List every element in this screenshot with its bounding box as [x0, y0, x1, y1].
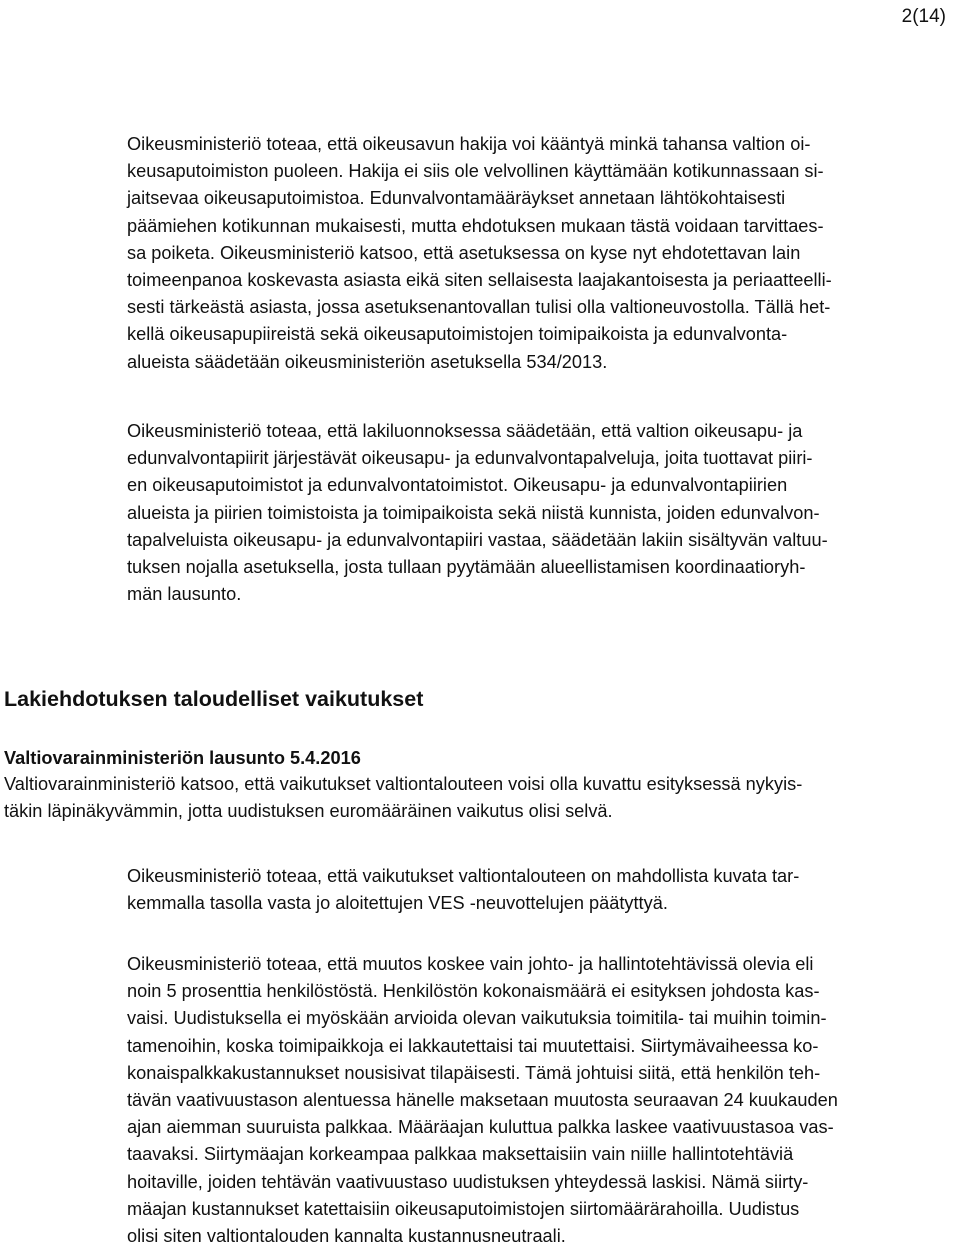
text-line: hoitaville, joiden tehtävän vaativuustaso uudistuksen yhteydessä laskisi. Nämä siirty-: [127, 1171, 809, 1192]
text-line: alueista säädetään oikeusministeriön asetuksella 534/2013.: [127, 351, 608, 372]
text-line: tamenoihin, koska toimipaikkoja ei lakkautettaisi tai muutettaisi. Siirtymävaiheessa ko-: [127, 1035, 819, 1056]
paragraph-4: [127, 863, 799, 917]
text-line: en oikeusaputoimistot ja edunvalvontatoimistot. Oikeusapu- ja edunvalvontapiirien: [127, 475, 788, 496]
text-line: sesti tärkeästä asiasta, jossa asetuksenantovallan tulisi olla valtioneuvostolla. Tällä het-: [127, 297, 831, 318]
text-line: sa poiketa. Oikeusministeriö katsoo, että asetuksessa on kyse nyt ehdotettavan lain: [127, 242, 801, 263]
text-line: Oikeusministeriö toteaa, että vaikutukset valtiontalouteen on mahdollista kuvata tar-: [127, 866, 800, 886]
text-line: tuksen nojalla asetuksella, josta tullaan pyytämään alueellistamisen koordinaatioryh-: [127, 557, 806, 578]
paragraph-3: [4, 771, 802, 825]
text-line: noin 5 prosenttia henkilöstöstä. Henkilöstön kokonaismäärä ei esityksen johdosta kas-: [127, 981, 820, 1002]
text-line: kemmalla tasolla vasta jo aloitettujen VES -neuvottelujen päätyttyä.: [127, 893, 668, 914]
text-line: Oikeusministeriö toteaa, että oikeusavun hakija voi kääntyä minkä tahansa valtion oi-: [127, 134, 811, 154]
text-line: mäajan kustannukset katettaisiin oikeusaputoimistojen siirtomäärärahoilla. Uudistus: [127, 1198, 800, 1219]
page-number: 2(14): [901, 6, 946, 27]
text-line: vaisi. Uudistuksella ei myöskään arvioida olevan vaikutuksia toimitila- tai muihin toimin-: [127, 1008, 827, 1029]
text-line: Valtiovarainministeriö katsoo, että vaikutukset valtiontalouteen voisi olla kuvattu esityksessä nykyis-: [4, 774, 803, 794]
text-line: Oikeusministeriö toteaa, että muutos koskee vain johto- ja hallintotehtävissä olevia eli: [127, 954, 814, 974]
text-line: kellä oikeusapupiireistä sekä oikeusaputoimistojen toimipaikoista ja edunvalvonta-: [127, 324, 788, 345]
text-line: ajan aiemman suuruista palkkaa. Määräajan kuluttua palkka laskee vaativuustasoa vas-: [127, 1117, 834, 1138]
text-line: olisi siten valtiontalouden kannalta kustannusneutraali.: [127, 1226, 566, 1247]
text-line: täkin läpinäkyvämmin, jotta uudistuksen euromääräinen vaikutus olisi selvä.: [4, 801, 613, 822]
text-line: alueista ja piirien toimistoista ja toimipaikoista sekä niistä kunnista, joiden edunvalvon-: [127, 502, 820, 523]
text-line: tävän vaativuustason alentuessa hänelle maksetaan muutosta seuraavan 24 kuukauden: [127, 1090, 838, 1111]
text-line: män lausunto.: [127, 584, 242, 605]
text-line: taavaksi. Siirtymäajan korkeampaa palkkaa maksettaisiin vain niille hallintotehtäviä: [127, 1144, 794, 1165]
text-line: päämiehen kotikunnan mukaisesti, mutta ehdotuksen mukaan tästä voidaan tarvittaes-: [127, 215, 824, 236]
paragraph-2: [127, 418, 828, 608]
text-line: konaispalkkakustannukset nousisivat tilapäisesti. Tämä johtuisi siitä, että henkilön teh-: [127, 1062, 821, 1083]
text-line: toimeenpanoa koskevasta asiasta eikä siten sellaisesta laajakantoisesta ja periaatteelli-: [127, 270, 832, 291]
text-line: tapalveluista oikeusapu- ja edunvalvontapiiri vastaa, säädetään lakiin sisältyvän valtuu-: [127, 529, 828, 550]
paragraph-1: [127, 131, 832, 376]
section-heading: Lakiehdotuksen taloudelliset vaikutukset: [4, 687, 424, 711]
text-line: Oikeusministeriö toteaa, että lakiluonnoksessa säädetään, että valtion oikeusapu- ja: [127, 421, 803, 441]
text-line: keusaputoimiston puoleen. Hakija ei siis ole velvollinen käyttämään kotikunnassaan si-: [127, 161, 824, 182]
text-line: jaitsevaa oikeusaputoimistoa. Edunvalvontamääräykset annetaan lähtökohtaisesti: [127, 188, 786, 209]
text-line: edunvalvontapiirit järjestävät oikeusapu- ja edunvalvontapalveluja, joita tuottavat piiri-: [127, 448, 813, 469]
subheading: Valtiovarainministeriön lausunto 5.4.2016: [4, 748, 361, 768]
paragraph-5: [127, 951, 838, 1250]
